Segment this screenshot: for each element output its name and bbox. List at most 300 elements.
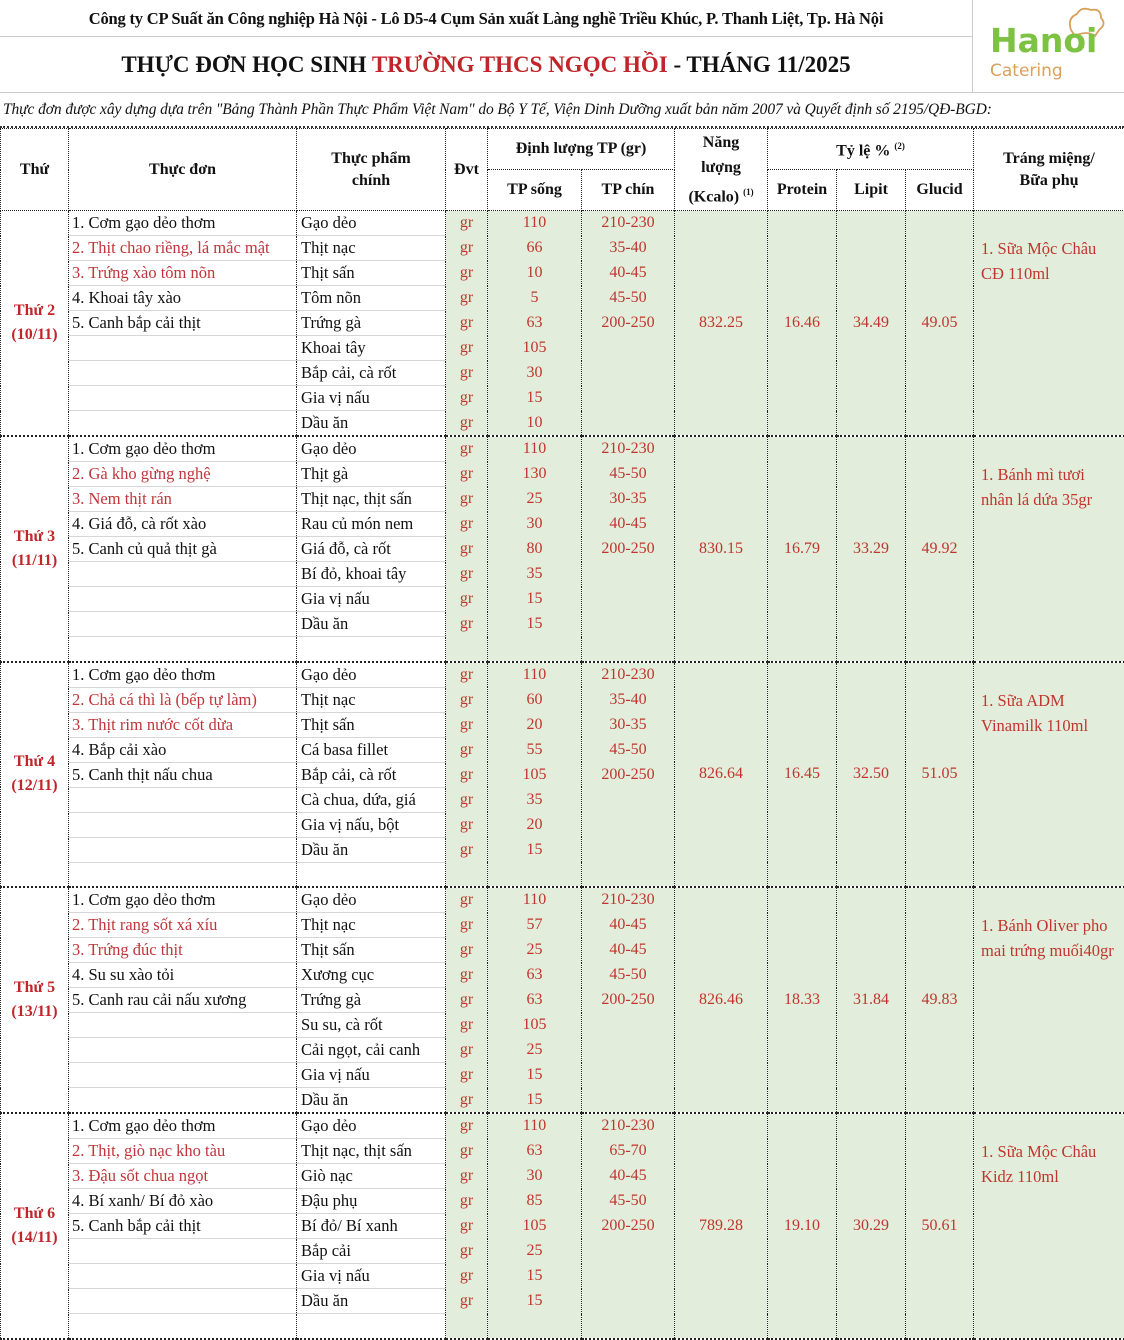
raw-qty-cell: 35 [488,787,582,812]
dish-cell: 1. Cơm gạo dẻo thơm [69,662,297,688]
ingredient-cell: Gia vị nấu [297,1063,446,1088]
ingredient-cell [297,862,446,887]
cooked-qty-cell [582,812,675,837]
raw-qty-cell: 20 [488,812,582,837]
day-label: Thứ 3 [1,525,68,549]
unit-cell: gr [446,1038,488,1063]
raw-qty-cell: 110 [488,211,582,236]
cooked-qty-cell: 200-250 [582,762,675,787]
raw-qty-cell: 30 [488,1164,582,1189]
dish-cell: 4. Bắp cải xào [69,737,297,762]
raw-qty-cell: 15 [488,837,582,862]
ingredient-cell: Thịt sấn [297,261,446,286]
dish-cell: 2. Thịt rang sốt xá xíu [69,913,297,938]
cooked-qty-cell: 210-230 [582,436,675,462]
raw-qty-cell: 110 [488,887,582,913]
unit-cell: gr [446,737,488,762]
cooked-qty-cell [582,862,675,887]
day-date: (12/11) [1,774,68,798]
raw-qty-cell: 15 [488,1289,582,1314]
unit-cell: gr [446,913,488,938]
unit-cell: gr [446,1289,488,1314]
col-quantity: Định lượng TP (gr) [488,129,675,170]
ingredient-cell: Giò nạc [297,1164,446,1189]
unit-cell: gr [446,411,488,437]
cooked-qty-cell: 200-250 [582,311,675,336]
ingredient-cell: Xương cục [297,963,446,988]
unit-cell: gr [446,1088,488,1114]
day-date: (11/11) [1,549,68,573]
cooked-qty-cell: 210-230 [582,887,675,913]
unit-cell: gr [446,712,488,737]
energy-label: Năng lượng [675,130,767,180]
glucid-cell: 49.92 [906,436,974,662]
unit-cell: gr [446,1214,488,1239]
ingredient-cell: Bí đỏ, khoai tây [297,562,446,587]
unit-cell: gr [446,938,488,963]
unit-cell: gr [446,311,488,336]
table-row [1,436,1124,462]
col-ratio [768,129,974,170]
ingredient-cell [297,1314,446,1339]
raw-qty-cell: 63 [488,1139,582,1164]
ingredient-cell: Thịt nạc [297,687,446,712]
ingredient-cell: Cá basa fillet [297,737,446,762]
raw-qty-cell: 15 [488,1063,582,1088]
protein-cell: 16.79 [768,436,837,662]
cooked-qty-cell: 40-45 [582,913,675,938]
ingredient-cell: Gia vị nấu [297,1264,446,1289]
col-main-food: Thực phẩm chính [297,129,446,211]
col-day: Thứ [1,129,69,211]
hanoi-catering-logo [973,0,1124,93]
day-cell [1,662,69,888]
document-header [0,0,1124,128]
cooked-qty-cell: 210-230 [582,662,675,688]
unit-cell: gr [446,662,488,688]
day-date: (14/11) [1,1226,68,1250]
unit-cell: gr [446,887,488,913]
raw-qty-cell: 110 [488,1113,582,1139]
ingredient-cell: Bắp cải, cà rốt [297,361,446,386]
day-label: Thứ 4 [1,750,68,774]
dish-cell: 2. Thịt, giò nạc kho tàu [69,1139,297,1164]
raw-qty-cell: 30 [488,512,582,537]
lipit-cell: 32.50 [837,662,906,888]
unit-cell: gr [446,1139,488,1164]
day-label: Thứ 5 [1,976,68,1000]
ingredient-cell: Trứng gà [297,988,446,1013]
dish-cell [69,812,297,837]
ingredient-cell: Gạo dẻo [297,887,446,913]
col-lipit: Lipit [837,170,906,211]
dish-cell: 2. Chả cá thì là (bếp tự làm) [69,687,297,712]
ingredient-cell: Gạo dẻo [297,211,446,236]
lipit-cell: 34.49 [837,211,906,437]
glucid-cell: 49.83 [906,887,974,1113]
dish-cell [69,1088,297,1114]
raw-qty-cell: 66 [488,236,582,261]
table-row [1,662,1124,688]
col-raw: TP sống [488,170,582,211]
dish-cell: 1. Cơm gạo dẻo thơm [69,887,297,913]
unit-cell: gr [446,386,488,411]
dish-cell: 5. Canh bắp cải thịt [69,311,297,336]
unit-cell: gr [446,1063,488,1088]
dish-cell: 2. Gà kho gừng nghệ [69,462,297,487]
cooked-qty-cell: 45-50 [582,1189,675,1214]
dish-cell: 3. Nem thịt rán [69,487,297,512]
raw-qty-cell: 20 [488,712,582,737]
dish-cell: 4. Bí xanh/ Bí đỏ xào [69,1189,297,1214]
dish-cell: 5. Canh củ quả thịt gà [69,537,297,562]
day-cell [1,887,69,1113]
cooked-qty-cell [582,336,675,361]
dish-cell: 3. Thịt rim nước cốt dừa [69,712,297,737]
raw-qty-cell: 15 [488,612,582,637]
dish-cell [69,336,297,361]
cooked-qty-cell: 210-230 [582,211,675,236]
school-name: TRƯỜNG THCS NGỌC HỒI [372,52,668,77]
dessert-cell: 1. Bánh mì tươi nhân lá dứa 35gr [974,436,1124,662]
raw-qty-cell [488,637,582,662]
unit-cell [446,637,488,662]
col-unit: Đvt [446,129,488,211]
raw-qty-cell: 130 [488,462,582,487]
dish-cell [69,1239,297,1264]
dish-cell: 1. Cơm gạo dẻo thơm [69,1113,297,1139]
ingredient-cell: Dầu ăn [297,1289,446,1314]
dish-cell: 1. Cơm gạo dẻo thơm [69,436,297,462]
dessert-cell: 1. Sữa ADM Vinamilk 110ml [974,662,1124,888]
dish-cell [69,637,297,662]
day-cell [1,436,69,662]
day-date: (13/11) [1,1000,68,1024]
dish-cell: 1. Cơm gạo dẻo thơm [69,211,297,236]
cooked-qty-cell [582,386,675,411]
ingredient-cell: Thịt gà [297,462,446,487]
protein-cell: 18.33 [768,887,837,1113]
dish-cell [69,1289,297,1314]
unit-cell [446,1314,488,1339]
ingredient-cell: Gia vị nấu [297,386,446,411]
dish-cell: 2. Thịt chao riềng, lá mắc mật [69,236,297,261]
dessert-cell: 1. Sữa Mộc Châu CĐ 110ml [974,211,1124,437]
title-suffix: - THÁNG 11/2025 [668,52,851,77]
dish-cell [69,361,297,386]
unit-cell: gr [446,211,488,236]
glucid-cell: 51.05 [906,662,974,888]
day-label: Thứ 6 [1,1202,68,1226]
dish-cell: 4. Giá đỗ, cà rốt xào [69,512,297,537]
ingredient-cell: Thịt nạc [297,913,446,938]
raw-qty-cell: 63 [488,963,582,988]
logo-sub-text: Catering [990,61,1063,81]
day-date: (10/11) [1,323,68,347]
ingredient-cell: Gạo dẻo [297,1113,446,1139]
cooked-qty-cell: 45-50 [582,462,675,487]
dish-cell [69,1264,297,1289]
energy-cell: 826.46 [675,887,768,1113]
unit-cell: gr [446,1013,488,1038]
ingredient-cell: Thịt nạc, thịt sấn [297,487,446,512]
cooked-qty-cell [582,1088,675,1114]
raw-qty-cell: 80 [488,537,582,562]
unit-cell: gr [446,562,488,587]
unit-cell: gr [446,286,488,311]
ratio-footnote: (2) [894,141,905,151]
raw-qty-cell: 105 [488,1013,582,1038]
ingredient-cell: Bắp cải [297,1239,446,1264]
cooked-qty-cell: 45-50 [582,286,675,311]
unit-cell: gr [446,512,488,537]
raw-qty-cell [488,862,582,887]
cooked-qty-cell [582,562,675,587]
ingredient-cell: Dầu ăn [297,837,446,862]
dish-cell [69,612,297,637]
dish-cell [69,587,297,612]
ratio-label: Tỷ lệ % [836,143,890,160]
raw-qty-cell: 35 [488,562,582,587]
cooked-qty-cell [582,587,675,612]
col-energy [675,129,768,211]
dish-cell: 3. Trứng xào tôm nõn [69,261,297,286]
unit-cell: gr [446,487,488,512]
cooked-qty-cell: 210-230 [582,1113,675,1139]
dish-cell: 5. Canh thịt nấu chua [69,762,297,787]
unit-cell: gr [446,963,488,988]
raw-qty-cell: 110 [488,662,582,688]
unit-cell: gr [446,812,488,837]
raw-qty-cell: 15 [488,587,582,612]
ingredient-cell: Gạo dẻo [297,662,446,688]
ingredient-cell: Su su, cà rốt [297,1013,446,1038]
unit-cell: gr [446,587,488,612]
ingredient-cell: Giá đỗ, cà rốt [297,537,446,562]
cooked-qty-cell: 40-45 [582,1164,675,1189]
cooked-qty-cell [582,1264,675,1289]
energy-cell: 832.25 [675,211,768,437]
dish-cell: 3. Trứng đúc thịt [69,938,297,963]
unit-cell: gr [446,837,488,862]
ingredient-cell [297,637,446,662]
dish-cell [69,1013,297,1038]
col-dessert: Tráng miệng/ Bữa phụ [974,129,1124,211]
unit-cell: gr [446,261,488,286]
dish-cell [69,787,297,812]
dish-cell: 4. Su su xào tỏi [69,963,297,988]
ingredient-cell: Dầu ăn [297,1088,446,1114]
ingredient-cell: Cải ngọt, cải canh [297,1038,446,1063]
unit-cell: gr [446,687,488,712]
cooked-qty-cell: 65-70 [582,1139,675,1164]
unit-cell: gr [446,361,488,386]
ingredient-cell: Thịt nạc [297,236,446,261]
day-label: Thứ 2 [1,299,68,323]
raw-qty-cell: 10 [488,411,582,437]
raw-qty-cell: 105 [488,1214,582,1239]
col-cooked: TP chín [582,170,675,211]
col-protein: Protein [768,170,837,211]
dish-cell: 4. Khoai tây xào [69,286,297,311]
energy-footnote: (1) [743,187,754,197]
raw-qty-cell: 25 [488,1239,582,1264]
cooked-qty-cell: 200-250 [582,1214,675,1239]
unit-cell: gr [446,336,488,361]
lipit-cell: 33.29 [837,436,906,662]
ingredient-cell: Thịt sấn [297,712,446,737]
dish-cell [69,1038,297,1063]
page-title [0,37,973,93]
raw-qty-cell: 57 [488,913,582,938]
energy-cell: 789.28 [675,1113,768,1339]
unit-cell: gr [446,988,488,1013]
dish-cell: 5. Canh rau cải nấu xương [69,988,297,1013]
cooked-qty-cell [582,411,675,437]
cooked-qty-cell [582,1314,675,1339]
cooked-qty-cell: 45-50 [582,737,675,762]
ingredient-cell: Khoai tây [297,336,446,361]
menu-table [0,128,1124,1340]
ingredient-cell: Trứng gà [297,311,446,336]
glucid-cell: 50.61 [906,1113,974,1339]
protein-cell: 19.10 [768,1113,837,1339]
raw-qty-cell: 63 [488,311,582,336]
reference-note: Thực đơn được xây dựng dựa trên "Bảng Thành Phần Thực Phẩm Việt Nam" do Bộ Y Tế, Viện Dinh Dưỡng xuất bản năm 2007 và Quyết định số 2195/QĐ-BGD: [0,93,1124,128]
title-prefix: THỰC ĐƠN HỌC SINH [121,52,371,77]
table-row [1,887,1124,913]
cooked-qty-cell: 40-45 [582,938,675,963]
energy-unit: (Kcalo) [688,188,739,205]
ingredient-cell: Cà chua, dứa, giá [297,787,446,812]
ingredient-cell: Tôm nõn [297,286,446,311]
lipit-cell: 30.29 [837,1113,906,1339]
energy-cell: 830.15 [675,436,768,662]
dish-cell: 5. Canh bắp cải thịt [69,1214,297,1239]
ingredient-cell: Gia vị nấu [297,587,446,612]
cooked-qty-cell [582,1013,675,1038]
protein-cell: 16.45 [768,662,837,888]
cooked-qty-cell [582,361,675,386]
raw-qty-cell: 60 [488,687,582,712]
unit-cell: gr [446,1189,488,1214]
unit-cell: gr [446,1264,488,1289]
cooked-qty-cell: 35-40 [582,687,675,712]
cooked-qty-cell: 45-50 [582,963,675,988]
unit-cell: gr [446,612,488,637]
cooked-qty-cell: 200-250 [582,537,675,562]
raw-qty-cell: 55 [488,737,582,762]
dessert-cell: 1. Bánh Oliver pho mai trứng muối40gr [974,887,1124,1113]
dish-cell [69,1063,297,1088]
raw-qty-cell: 85 [488,1189,582,1214]
raw-qty-cell: 30 [488,361,582,386]
dish-cell: 3. Đậu sốt chua ngọt [69,1164,297,1189]
raw-qty-cell: 25 [488,487,582,512]
unit-cell: gr [446,1164,488,1189]
table-row [1,211,1124,236]
raw-qty-cell: 10 [488,261,582,286]
ingredient-cell: Rau củ món nem [297,512,446,537]
cooked-qty-cell [582,1289,675,1314]
col-glucid: Glucid [906,170,974,211]
ingredient-cell: Thịt nạc, thịt sấn [297,1139,446,1164]
unit-cell: gr [446,1239,488,1264]
company-info: Công ty CP Suất ăn Công nghiệp Hà Nội - Lô D5-4 Cụm Sản xuất Làng nghề Triều Khúc, P. Thanh Liệt, Tp. Hà Nội [0,0,973,37]
lipit-cell: 31.84 [837,887,906,1113]
raw-qty-cell: 63 [488,988,582,1013]
protein-cell: 16.46 [768,211,837,437]
ingredient-cell: Đậu phụ [297,1189,446,1214]
raw-qty-cell: 15 [488,1264,582,1289]
cooked-qty-cell: 40-45 [582,261,675,286]
raw-qty-cell: 25 [488,938,582,963]
unit-cell: gr [446,436,488,462]
raw-qty-cell: 25 [488,1038,582,1063]
chef-hat-icon [973,0,1124,93]
ingredient-cell: Gia vị nấu, bột [297,812,446,837]
cooked-qty-cell: 40-45 [582,512,675,537]
energy-cell: 826.64 [675,662,768,888]
ingredient-cell: Gạo dẻo [297,436,446,462]
table-row [1,1113,1124,1139]
raw-qty-cell: 15 [488,1088,582,1114]
cooked-qty-cell: 30-35 [582,712,675,737]
dish-cell [69,862,297,887]
ingredient-cell: Bí đỏ/ Bí xanh [297,1214,446,1239]
raw-qty-cell: 5 [488,286,582,311]
ingredient-cell: Dầu ăn [297,411,446,437]
unit-cell: gr [446,537,488,562]
raw-qty-cell: 105 [488,762,582,787]
logo-main-text: Hanoi [990,21,1097,60]
cooked-qty-cell [582,787,675,812]
cooked-qty-cell: 30-35 [582,487,675,512]
cooked-qty-cell [582,612,675,637]
cooked-qty-cell: 35-40 [582,236,675,261]
ingredient-cell: Bắp cải, cà rốt [297,762,446,787]
unit-cell: gr [446,462,488,487]
day-cell [1,1113,69,1339]
unit-cell: gr [446,762,488,787]
cooked-qty-cell [582,1038,675,1063]
raw-qty-cell: 105 [488,336,582,361]
cooked-qty-cell: 200-250 [582,988,675,1013]
col-menu: Thực đơn [69,129,297,211]
dessert-cell: 1. Sữa Mộc Châu Kidz 110ml [974,1113,1124,1339]
unit-cell [446,862,488,887]
unit-cell: gr [446,1113,488,1139]
dish-cell [69,386,297,411]
raw-qty-cell: 15 [488,386,582,411]
unit-cell: gr [446,787,488,812]
ingredient-cell: Thịt sấn [297,938,446,963]
raw-qty-cell [488,1314,582,1339]
dish-cell [69,837,297,862]
dish-cell [69,562,297,587]
cooked-qty-cell [582,637,675,662]
glucid-cell: 49.05 [906,211,974,437]
cooked-qty-cell [582,1239,675,1264]
unit-cell: gr [446,236,488,261]
dish-cell [69,411,297,437]
cooked-qty-cell [582,837,675,862]
dish-cell [69,1314,297,1339]
cooked-qty-cell [582,1063,675,1088]
ingredient-cell: Dầu ăn [297,612,446,637]
day-cell [1,211,69,437]
raw-qty-cell: 110 [488,436,582,462]
